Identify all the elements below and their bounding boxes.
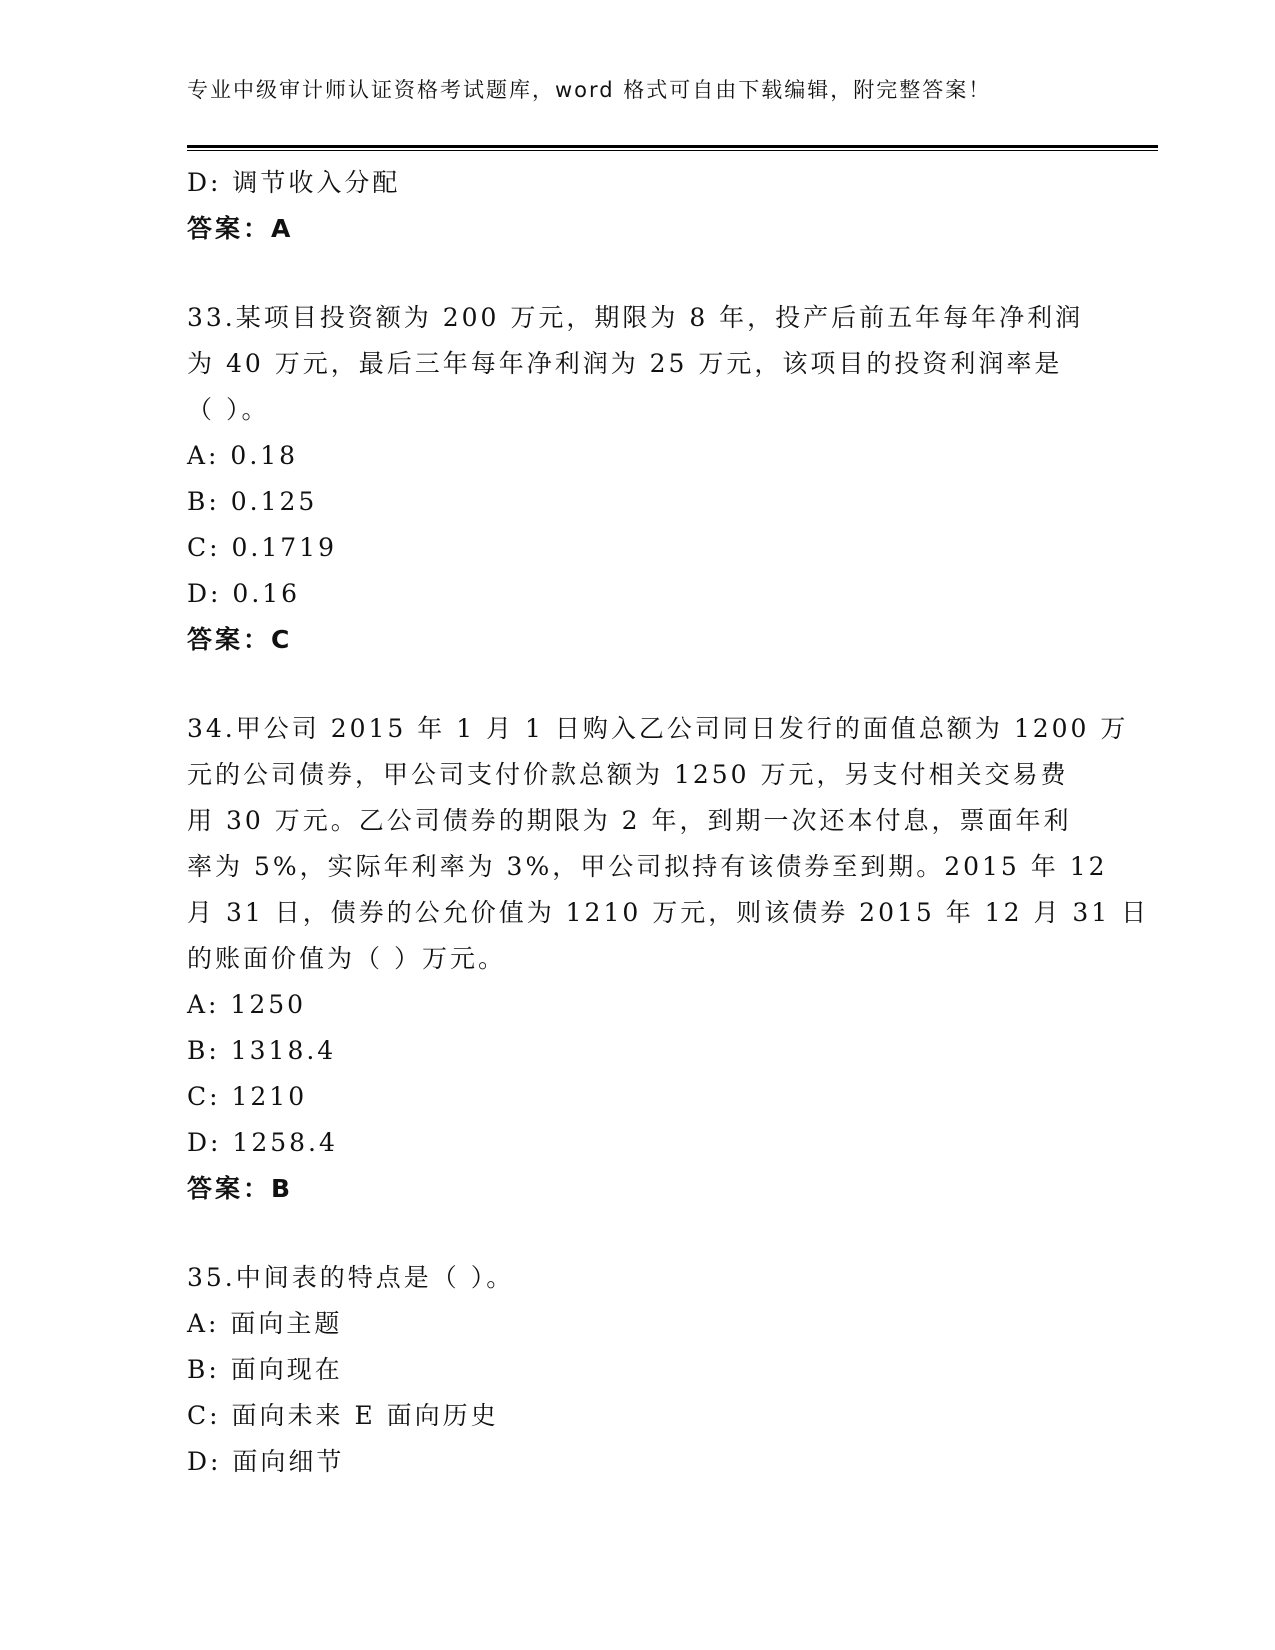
- question-34-option-c: C: 1210: [187, 1082, 308, 1111]
- question-34-line: 34.甲公司 2015 年 1 月 1 日购入乙公司同日发行的面值总额为 1200 万: [187, 714, 1129, 743]
- question-33-answer: 答案：C: [187, 625, 293, 654]
- header-rule-thick: [187, 145, 1158, 148]
- question-34-answer: 答案：B: [187, 1174, 294, 1203]
- header-rule-thin: [187, 150, 1158, 151]
- question-34-option-a: A: 1250: [187, 990, 307, 1019]
- question-34-option-b: B: 1318.4: [187, 1036, 337, 1065]
- question-33-option-d: D: 0.16: [187, 579, 301, 608]
- question-33-line: （ ）。: [187, 395, 270, 424]
- question-33-option-c: C: 0.1719: [187, 533, 337, 562]
- question-35-option-d: D: 面向细节: [187, 1447, 345, 1476]
- question-34-line: 的账面价值为（ ）万元。: [187, 944, 506, 973]
- question-34-line: 月 31 日，债券的公允价值为 1210 万元，则该债券 2015 年 12 月 31 日: [187, 898, 1150, 927]
- question-33-option-b: B: 0.125: [187, 487, 318, 516]
- page-header: 专业中级审计师认证资格考试题库，word 格式可自由下载编辑，附完整答案！: [187, 78, 992, 102]
- question-34-line: 元的公司债券，甲公司支付价款总额为 1250 万元，另支付相关交易费: [187, 760, 1069, 789]
- question-content: [187, 160, 1150, 1485]
- question-34-line: 用 30 万元。乙公司债券的期限为 2 年，到期一次还本付息，票面年利: [187, 806, 1072, 835]
- question-34-line: 率为 5%，实际年利率为 3%，甲公司拟持有该债券至到期。2015 年 12: [187, 852, 1108, 881]
- question-35-line: 35.中间表的特点是（ ）。: [187, 1263, 515, 1292]
- question-35-option-c: C: 面向未来 E 面向历史: [187, 1401, 499, 1430]
- prev-option-d: D: 调节收入分配: [187, 168, 401, 197]
- question-33-option-a: A: 0.18: [187, 441, 299, 470]
- question-33-line: 33.某项目投资额为 200 万元，期限为 8 年，投产后前五年每年净利润: [187, 303, 1084, 332]
- question-35: [187, 1255, 1087, 1485]
- question-34: [187, 706, 1150, 1212]
- question-33-line: 为 40 万元，最后三年每年净利润为 25 万元，该项目的投资利润率是: [187, 349, 1063, 378]
- question-33: [187, 295, 1087, 663]
- question-35-option-b: B: 面向现在: [187, 1355, 343, 1384]
- question-35-option-a: A: 面向主题: [187, 1309, 343, 1338]
- prev-answer: 答案：A: [187, 214, 294, 243]
- question-34-option-d: D: 1258.4: [187, 1128, 338, 1157]
